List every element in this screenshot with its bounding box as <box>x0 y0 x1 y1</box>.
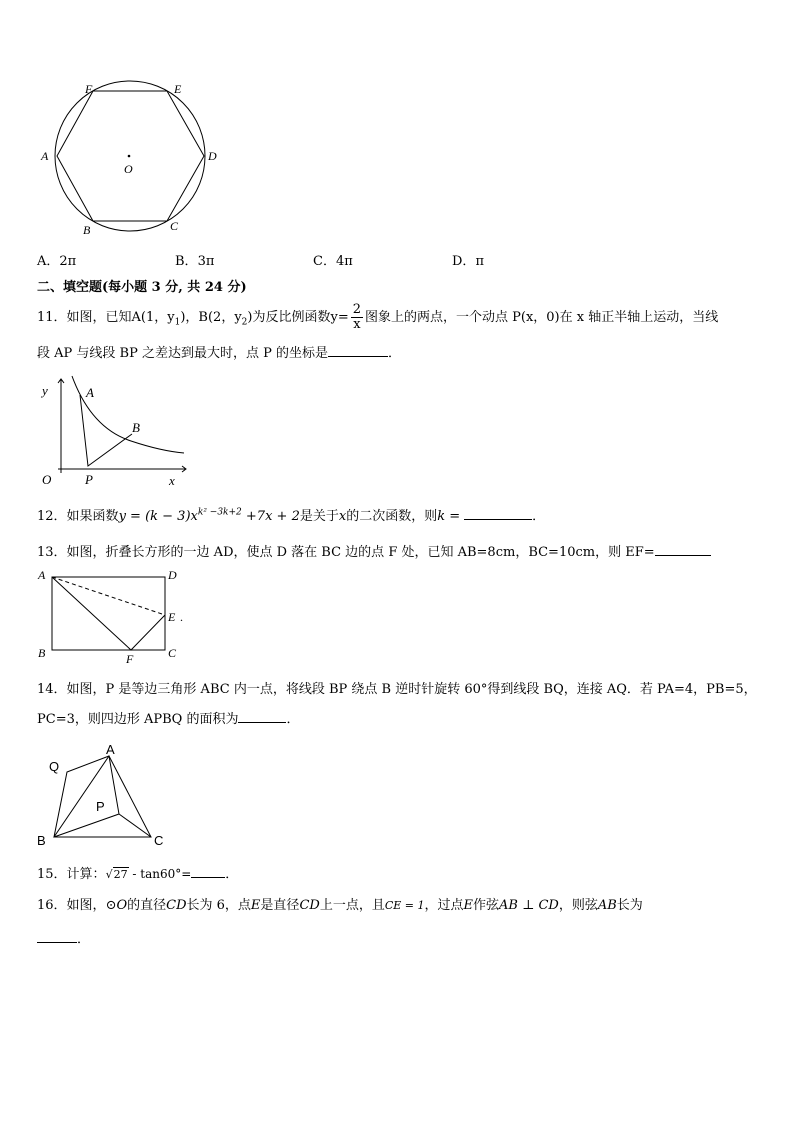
label-p: P <box>85 472 93 487</box>
label-a: A <box>106 742 115 757</box>
q16-line1 <box>37 894 643 913</box>
q12-formula: y = (k − 3)x <box>118 509 198 524</box>
label-y: y <box>42 383 48 398</box>
rectangle-abcd <box>52 577 165 650</box>
q12-exponent: k² −3k+2 <box>197 507 242 518</box>
q13-number: 13． <box>37 545 67 560</box>
q11-text: 如图，已知A(1，y <box>66 310 175 325</box>
q11-text: 段 AP 与线段 BP 之差达到最大时，点 P 的坐标是 <box>37 346 328 361</box>
q13-figure <box>34 565 194 667</box>
q14-figure <box>34 738 174 850</box>
segment-pc <box>119 814 151 837</box>
label-b: B <box>38 646 46 660</box>
q12-text: 是关于 <box>299 509 339 524</box>
hexagon <box>57 91 204 221</box>
hexagon-circle-figure <box>36 78 226 238</box>
label-c: C <box>168 646 177 660</box>
q11-text: 图象上的两点，一个动点 P(x，0)在 x 轴正半轴上运动，当线 <box>365 310 719 325</box>
q11-fraction <box>351 303 363 332</box>
q16-math: AB <box>597 898 617 913</box>
label-q: Q <box>49 759 60 774</box>
q11-line2 <box>37 342 401 361</box>
label-b: B <box>37 833 46 848</box>
q15-line <box>37 863 238 882</box>
answer-blank[interactable] <box>191 877 225 878</box>
center-point <box>128 155 131 158</box>
q11-text: )，B(2，y <box>180 310 242 325</box>
q12-text: 如果函数 <box>66 509 119 524</box>
q10-option-letter: A． <box>37 254 60 269</box>
q14-text: 如图，P 是等边三角形 ABC 内一点，将线段 BP 绕点 B 逆时针旋转 60°得到线段 BQ，连接 AQ．若 PA=4，PB=5， <box>66 682 757 697</box>
fraction-numerator: 2 <box>352 302 361 317</box>
q16-text: 如图， <box>66 898 106 913</box>
q14-text: PC=3，则四边形 APBQ 的面积为 <box>37 712 239 727</box>
q16-text: 的直径 <box>127 898 167 913</box>
answer-blank[interactable] <box>37 942 77 943</box>
answer-blank[interactable] <box>328 356 388 357</box>
q10-option-value: 3π <box>197 254 215 269</box>
q10-option-d <box>452 250 484 269</box>
label-o: O <box>124 162 133 176</box>
label-e: E <box>168 610 176 624</box>
label-a: A <box>41 149 49 163</box>
q12-k: k = <box>437 509 461 524</box>
q12-text: 的二次函数，则 <box>346 509 438 524</box>
q16-math: CD <box>166 898 187 913</box>
q11-sub: 1 <box>174 317 181 328</box>
q10-option-value: π <box>475 254 484 269</box>
label-o: O <box>42 472 52 487</box>
q12-line <box>37 505 545 524</box>
q10-option-c <box>313 250 353 269</box>
label-f: F <box>85 82 93 96</box>
q16-math: AB ⊥ CD <box>499 898 559 913</box>
label-f: F <box>126 652 134 666</box>
q14-end: ． <box>286 712 300 727</box>
label-c: C <box>154 833 164 848</box>
q16-text: ，过点 <box>424 898 464 913</box>
label-b: B <box>132 420 140 435</box>
q15-number: 15． <box>37 867 67 882</box>
label-c: C <box>170 219 179 233</box>
q11-end: ． <box>387 346 401 361</box>
q16-math: ⊙O <box>105 898 128 913</box>
q11-number: 11． <box>37 310 67 325</box>
segments-bp-pa <box>54 756 119 837</box>
q12-end: ． <box>532 509 546 524</box>
label-b: B <box>83 223 91 237</box>
answer-blank[interactable] <box>655 555 711 556</box>
q10-option-b <box>175 250 214 269</box>
q10-option-letter: C． <box>313 254 336 269</box>
q14-line1 <box>37 678 757 697</box>
q14-line2 <box>37 708 299 727</box>
q14-number: 14． <box>37 682 67 697</box>
answer-blank[interactable] <box>238 722 286 723</box>
label-d: D <box>208 149 217 163</box>
label-p: P <box>96 799 105 814</box>
q11-figure <box>36 373 191 488</box>
q15-radicand: 27 <box>113 868 128 881</box>
q15-end: ． <box>225 867 239 882</box>
q12-number: 12． <box>37 509 67 524</box>
q16-text: 长为 <box>616 898 643 913</box>
q16-math: E <box>463 898 473 913</box>
q16-end: ． <box>77 932 91 947</box>
triangle-abc <box>54 756 151 837</box>
q11-sub: 2 <box>241 317 248 328</box>
fraction-denominator: x <box>353 317 361 332</box>
label-e: E <box>174 82 182 96</box>
label-a: A <box>38 568 46 582</box>
answer-blank[interactable] <box>464 519 532 520</box>
q10-option-a <box>37 250 76 269</box>
q11-text: )为反比例函数y= <box>247 310 349 325</box>
q16-text: 长为 6，点 <box>186 898 251 913</box>
label-a: A <box>86 385 94 400</box>
label-d: D <box>168 568 177 582</box>
q10-option-value: 2π <box>59 254 77 269</box>
q10-option-letter: B． <box>175 254 198 269</box>
q16-number: 16． <box>37 898 67 913</box>
segments-ap-bp <box>80 395 132 466</box>
label-dot: . <box>180 610 183 624</box>
q16-math: CE = 1 <box>384 899 425 912</box>
q16-line2 <box>37 928 90 947</box>
q16-math: CD <box>299 898 320 913</box>
q11-line1 <box>37 303 718 337</box>
q15-text: - tan60°= <box>128 867 192 881</box>
q15-text: 计算： <box>66 867 106 882</box>
q10-option-value: 4π <box>335 254 353 269</box>
q10-option-letter: D． <box>452 254 476 269</box>
folded-segments <box>52 577 165 650</box>
fold-line-ae <box>52 577 165 615</box>
sqrt-symbol: √ <box>105 868 113 881</box>
q12-formula-tail: +7x + 2 <box>241 509 300 524</box>
q16-text: 是直径 <box>260 898 300 913</box>
q13-text: 如图，折叠长方形的一边 AD，使点 D 落在 BC 边的点 F 处，已知 AB=8cm，BC=10cm，则 EF= <box>66 545 655 560</box>
q13-line <box>37 541 711 560</box>
q16-text: 作弦 <box>473 898 500 913</box>
q16-text: 上一点，且 <box>319 898 385 913</box>
q16-text: ，则弦 <box>558 898 598 913</box>
q16-math: E <box>250 898 261 913</box>
q12-var: x <box>338 509 347 524</box>
label-x: x <box>169 473 175 488</box>
section-heading: 二、填空题(每小题 3 分, 共 24 分) <box>37 280 247 295</box>
